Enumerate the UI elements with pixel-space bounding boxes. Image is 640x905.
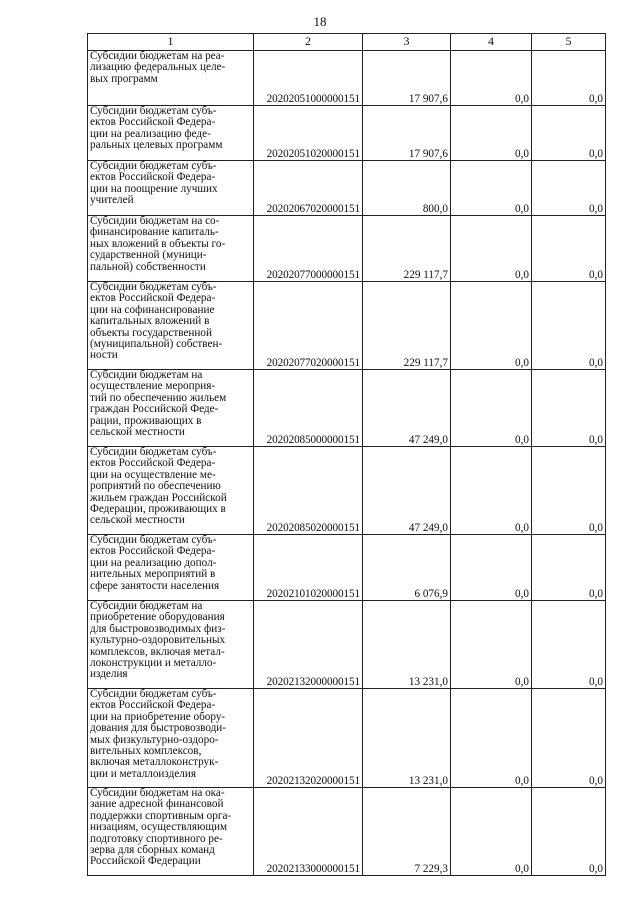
name-line: Федерации, проживающих в: [90, 503, 226, 516]
cell-col-3: 13 231,0: [363, 601, 451, 689]
cell-col-4: 0,0: [451, 689, 532, 788]
name-line: ектов Российской Федера-: [90, 699, 216, 712]
cell-name: [88, 106, 254, 161]
table-row: [88, 788, 606, 876]
cell-col-4: 0,0: [451, 447, 532, 535]
cell-col-4: 0,0: [451, 788, 532, 876]
header-row: [88, 34, 606, 51]
name-line: ральных целевых программ: [90, 139, 223, 152]
name-line: ности: [90, 349, 118, 362]
name-line: пальной) собственности: [90, 260, 206, 273]
name-line: Субсидии бюджетам субъ-: [90, 281, 217, 293]
cell-name: [88, 689, 254, 788]
table-row: [88, 689, 606, 788]
name-line: роприятий по обеспечению: [90, 480, 221, 493]
name-line: Субсидии бюджетам на: [90, 600, 203, 612]
cell-col-3: 17 907,6: [363, 51, 451, 106]
name-line: низациям, осуществляющим: [90, 821, 228, 834]
table-row: [88, 161, 606, 216]
name-line: осуществление мероприя-: [90, 380, 216, 393]
name-line: для быстровозводимых физ-: [90, 622, 226, 635]
cell-col-5: 0,0: [532, 216, 606, 282]
cell-col-3: 17 907,6: [363, 106, 451, 161]
name-line: зание адресной финансовой: [90, 798, 224, 811]
name-line: подготовку спортивного ре-: [90, 832, 223, 845]
name-line: сельской местности: [90, 514, 185, 527]
header-col-3: 3: [363, 34, 451, 51]
cell-col-3: 800,0: [363, 161, 451, 216]
cell-col-5: 0,0: [532, 282, 606, 370]
table-row: [88, 535, 606, 601]
name-line: ции на приобретение обору-: [90, 710, 226, 723]
cell-col-4: 0,0: [451, 161, 532, 216]
name-line: локонструкции и металло-: [90, 657, 217, 670]
budget-table: [87, 33, 606, 876]
cell-name: [88, 601, 254, 689]
name-line: лизацию федеральных целе-: [90, 61, 226, 74]
name-line: дования для быстровозводи-: [90, 722, 227, 735]
name-line: капитальных вложений в: [90, 315, 210, 328]
cell-name: [88, 788, 254, 876]
name-line: зерва для сборных команд: [90, 844, 215, 857]
name-line: комплексов, включая метал-: [90, 645, 225, 658]
name-line: культурно-оздоровительных: [90, 634, 226, 647]
name-line: Российской Федерации: [90, 855, 201, 868]
name-line: Субсидии бюджетам субъ-: [90, 105, 217, 117]
cell-col-3: 47 249,0: [363, 370, 451, 447]
cell-col-4: 0,0: [451, 51, 532, 106]
header-col-2: 2: [254, 34, 363, 51]
cell-code: 20202067020000151: [254, 161, 363, 216]
cell-code: 20202101020000151: [254, 535, 363, 601]
header-col-4: 4: [451, 34, 532, 51]
name-line: (муниципальной) собствен-: [90, 338, 223, 351]
name-line: ектов Российской Федера-: [90, 457, 216, 470]
name-line: ектов Российской Федера-: [90, 292, 216, 305]
name-line: сударственной (муници-: [90, 249, 207, 262]
cell-col-3: 229 117,7: [363, 216, 451, 282]
name-line: Субсидии бюджетам на со-: [90, 215, 220, 227]
name-line: Субсидии бюджетам на: [90, 369, 203, 381]
cell-name: [88, 535, 254, 601]
cell-col-5: 0,0: [532, 601, 606, 689]
cell-col-5: 0,0: [532, 51, 606, 106]
name-line: вительных комплексов,: [90, 745, 202, 758]
name-line: Субсидии бюджетам субъ-: [90, 688, 217, 700]
header-col-5: 5: [532, 34, 606, 51]
name-line: ции на реализацию феде-: [90, 127, 211, 140]
name-line: Субсидии бюджетам на реа-: [90, 50, 225, 62]
cell-name: [88, 51, 254, 106]
cell-col-4: 0,0: [451, 370, 532, 447]
cell-code: 20202132020000151: [254, 689, 363, 788]
cell-code: 20202051000000151: [254, 51, 363, 106]
cell-col-4: 0,0: [451, 106, 532, 161]
name-line: включая металлоконструк-: [90, 756, 219, 769]
table-row: [88, 282, 606, 370]
name-line: сельской местности: [90, 426, 185, 439]
table-row: [88, 370, 606, 447]
cell-code: 20202133000000151: [254, 788, 363, 876]
cell-name: [88, 370, 254, 447]
name-line: финансирование капиталь-: [90, 226, 219, 239]
name-line: Субсидии бюджетам субъ-: [90, 160, 217, 172]
cell-code: 20202077020000151: [254, 282, 363, 370]
header-col-1: 1: [88, 34, 254, 51]
name-line: изделия: [90, 668, 128, 681]
cell-col-5: 0,0: [532, 447, 606, 535]
name-line: граждан Российской Феде-: [90, 403, 219, 416]
page-number: 18: [313, 14, 327, 29]
cell-col-5: 0,0: [532, 106, 606, 161]
name-line: сфере занятости населения: [90, 579, 220, 592]
name-line: жильем граждан Российской: [90, 491, 227, 504]
name-line: ции на софинансирование: [90, 303, 215, 316]
name-line: ции на осуществление ме-: [90, 468, 216, 481]
cell-name: [88, 282, 254, 370]
cell-col-4: 0,0: [451, 601, 532, 689]
cell-col-5: 0,0: [532, 161, 606, 216]
name-line: ектов Российской Федера-: [90, 116, 216, 129]
table-row: [88, 216, 606, 282]
name-line: мых физкультурно-оздоро-: [90, 733, 219, 746]
name-line: ции и металлоизделия: [90, 767, 197, 780]
name-line: объекты государственной: [90, 326, 212, 339]
name-line: вых программ: [90, 72, 158, 85]
cell-code: 20202132000000151: [254, 601, 363, 689]
cell-col-4: 0,0: [451, 216, 532, 282]
name-line: поддержки спортивным орга-: [90, 809, 232, 822]
cell-col-3: 13 231,0: [363, 689, 451, 788]
cell-code: 20202085000000151: [254, 370, 363, 447]
cell-name: [88, 216, 254, 282]
cell-code: 20202051020000151: [254, 106, 363, 161]
name-line: ных вложений в объекты го-: [90, 237, 226, 250]
table-body: [88, 34, 606, 876]
cell-code: 20202085020000151: [254, 447, 363, 535]
name-line: ектов Российской Федера-: [90, 545, 216, 558]
name-line: Субсидии бюджетам на ока-: [90, 787, 225, 799]
cell-name: [88, 447, 254, 535]
name-line: Субсидии бюджетам субъ-: [90, 446, 217, 458]
cell-col-4: 0,0: [451, 282, 532, 370]
name-line: учителей: [90, 194, 134, 207]
cell-name: [88, 161, 254, 216]
cell-col-5: 0,0: [532, 535, 606, 601]
name-line: рации, проживающих в: [90, 414, 202, 427]
cell-col-5: 0,0: [532, 370, 606, 447]
cell-col-3: 229 117,7: [363, 282, 451, 370]
cell-col-3: 47 249,0: [363, 447, 451, 535]
name-line: ции на поощрение лучших: [90, 182, 218, 195]
table-row: [88, 106, 606, 161]
table-row: [88, 601, 606, 689]
cell-col-4: 0,0: [451, 535, 532, 601]
table-row: [88, 447, 606, 535]
name-line: приобретение оборудования: [90, 611, 225, 624]
table-row: [88, 51, 606, 106]
cell-col-3: 6 076,9: [363, 535, 451, 601]
cell-col-5: 0,0: [532, 788, 606, 876]
name-line: нительных мероприятий в: [90, 568, 216, 581]
name-line: Субсидии бюджетам субъ-: [90, 534, 217, 546]
name-line: тий по обеспечению жильем: [90, 391, 227, 404]
cell-col-3: 7 229,3: [363, 788, 451, 876]
name-line: ции на реализацию допол-: [90, 556, 217, 569]
cell-code: 20202077000000151: [254, 216, 363, 282]
name-line: ектов Российской Федера-: [90, 171, 216, 184]
cell-col-5: 0,0: [532, 689, 606, 788]
